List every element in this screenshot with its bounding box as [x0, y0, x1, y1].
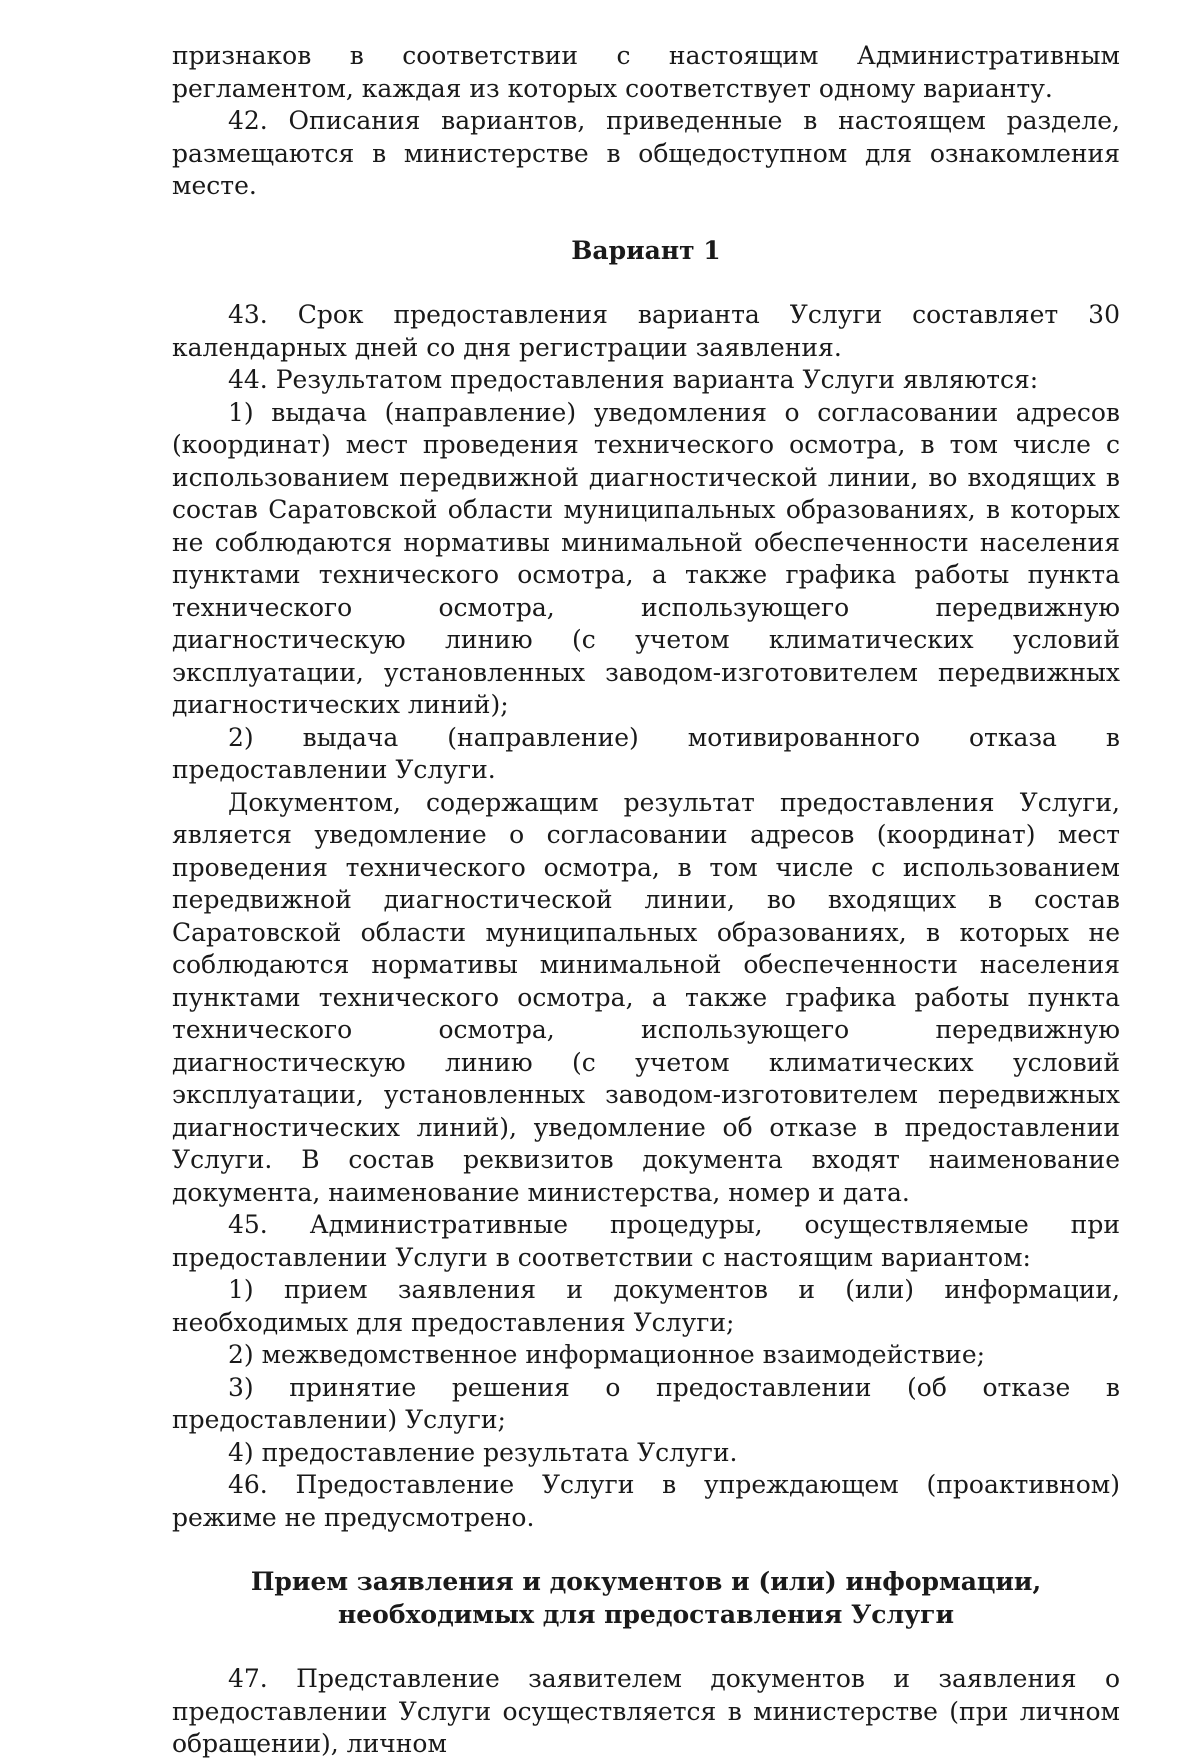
paragraph-45-item-4: 4) предоставление результата Услуги.	[228, 1437, 738, 1467]
paragraph-45-item-2: 2) межведомственное информационное взаимодействие;	[228, 1340, 986, 1369]
paragraph-44-document: Документом, содержащим результат предоставления Услуги, является уведомление о согласовании адресов (координат) мест проведения технического осмотра, в том числе с использованием передвижной диагностической линии, во входящих в состав Саратовской области муниципальных образованиях, в которых не соблюдаются нормативы минимальной обеспеченности населения пунктами технического осмотра, а также графика работы пункта технического осмотра, использующего передвижную диагностическую линию (с учетом климатических условий эксплуатации, установленных заводом-изготовителем передвижных диагностических линий), уведомление об отказе в предоставлении Услуги. В состав реквизитов документа входят наименование документа, наименование министерства, номер и дата.	[172, 787, 1120, 1207]
heading-reception	[172, 1566, 1120, 1631]
paragraph-46: 46. Предоставление Услуги в упреждающем (проактивном) режиме не предусмотрено.	[172, 1470, 1120, 1532]
paragraph-intro: признаков в соответствии с настоящим Административным регламентом, каждая из которых соответствует одному варианту.	[172, 41, 1120, 103]
paragraph-44-item-2: 2) выдача (направление) мотивированного отказа в предоставлении Услуги.	[172, 722, 1120, 784]
paragraph-42: 42. Описания вариантов, приведенные в настоящем разделе, размещаются в министерстве в общедоступном для ознакомления месте.	[172, 106, 1120, 200]
paragraph-45-item-3: 3) принятие решения о предоставлении (об отказе в предоставлении) Услуги;	[172, 1372, 1120, 1434]
heading-variant-1: Вариант 1	[571, 235, 721, 265]
paragraph-47: 47. Представление заявителем документов и заявления о предоставлении Услуги осуществляется в министерстве (при личном обращении), личном	[172, 1664, 1120, 1758]
paragraph-43: 43. Срок предоставления варианта Услуги составляет 30 календарных дней со дня регистрации заявления.	[172, 300, 1120, 362]
paragraph-45: 45. Административные процедуры, осуществляемые при предоставлении Услуги в соответствии с настоящим вариантом:	[172, 1210, 1120, 1272]
paragraph-45-item-1: 1) прием заявления и документов и (или) информации, необходимых для предоставления Услуги;	[172, 1275, 1120, 1337]
document-body	[172, 40, 1120, 1761]
paragraph-44-item-1: 1) выдача (направление) уведомления о согласовании адресов (координат) мест проведения технического осмотра, в том числе с использованием передвижной диагностической линии, во входящих в состав Саратовской области муниципальных образованиях, в которых не соблюдаются нормативы минимальной обеспеченности населения пунктами технического осмотра, а также графика работы пункта технического осмотра, использующего передвижную диагностическую линию (с учетом климатических условий эксплуатации, установленных заводом-изготовителем передвижных диагностических линий);	[172, 397, 1120, 719]
heading-reception-line-2: необходимых для предоставления Услуги	[337, 1599, 955, 1629]
heading-reception-line-1: Прием заявления и документов и (или) информации,	[250, 1567, 1042, 1596]
paragraph-44: 44. Результатом предоставления варианта Услуги являются:	[228, 365, 1039, 394]
